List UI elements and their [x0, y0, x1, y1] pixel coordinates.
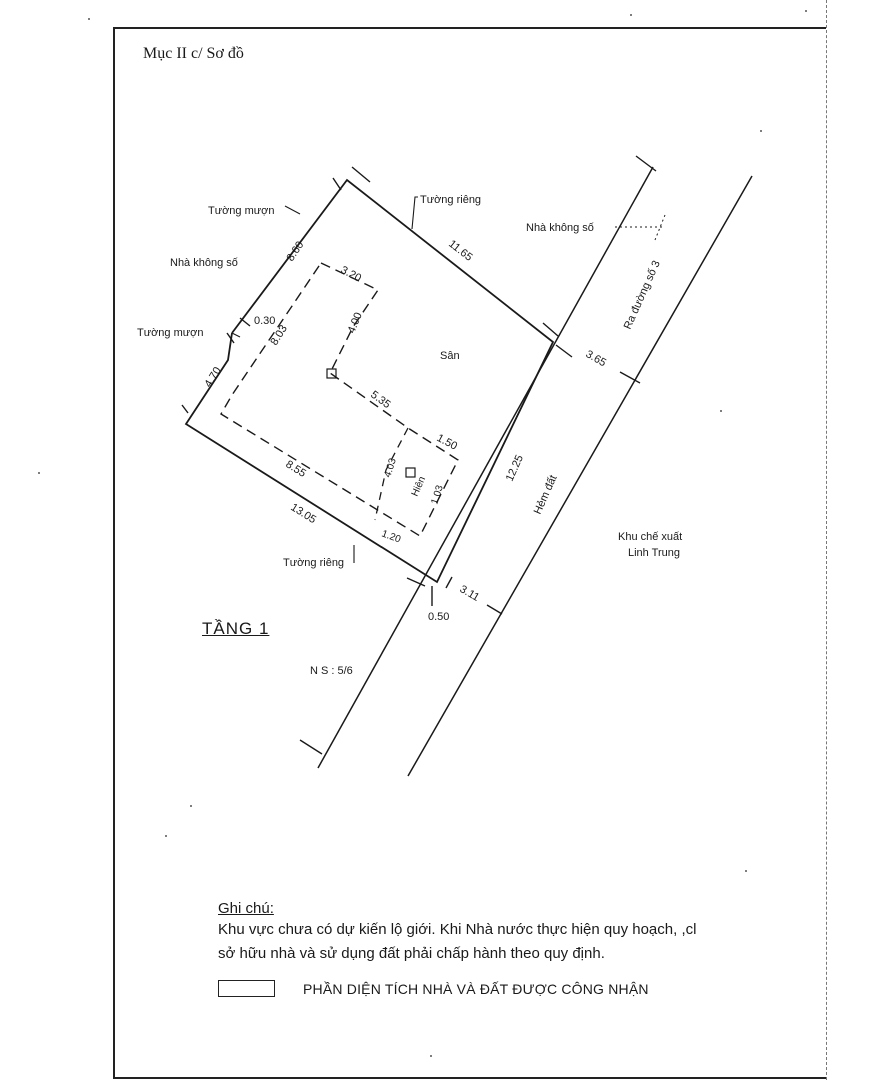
- label-hem-dat: Hẻm đất: [531, 473, 560, 517]
- lot-boundary: [186, 180, 553, 582]
- dim-12-25: 12.25: [503, 453, 526, 484]
- dim-11-65: 11.65: [446, 237, 475, 264]
- label-khu-che-xuat-2: Linh Trung: [628, 547, 680, 559]
- scan-speck: [720, 410, 722, 412]
- dim-4-03: 4.03: [382, 457, 399, 479]
- dim-1-20: 1.20: [379, 528, 403, 546]
- road-line-left: [318, 167, 653, 768]
- scan-speck: [630, 14, 632, 16]
- boundary-ticks: [182, 167, 572, 606]
- legend: [218, 980, 649, 997]
- dim-4-00: 4.00: [345, 310, 365, 336]
- label-hien: Hiên: [409, 474, 429, 499]
- road-line-right: [408, 176, 752, 776]
- scan-speck: [805, 10, 807, 12]
- dim-1-03: 1.03: [429, 484, 446, 506]
- scan-speck: [760, 130, 762, 132]
- label-ns: N S : 5/6: [310, 665, 353, 677]
- floor-label: TẦNG 1: [202, 619, 270, 638]
- scan-speck: [430, 1055, 432, 1057]
- dim-8-60: 8.60: [284, 239, 307, 264]
- dim-3-20: 3.20: [338, 264, 364, 285]
- label-tuong-rieng-top: Tường riêng: [420, 194, 482, 206]
- label-nha-khong-so-left: Nhà không số: [170, 257, 238, 269]
- legend-label: PHẦN DIỆN TÍCH NHÀ VÀ ĐẤT ĐƯỢC CÔNG NHẬN: [303, 980, 649, 997]
- dim-1-50: 1.50: [434, 432, 460, 453]
- label-san: Sân: [440, 350, 460, 362]
- house-outline: [221, 263, 458, 536]
- scan-speck: [38, 472, 40, 474]
- label-tuong-muon-left: Tường mượn: [137, 327, 204, 339]
- dim-8-03: 8.03: [268, 323, 290, 348]
- notes-block: [218, 900, 808, 965]
- dim-3-65: 3.65: [583, 348, 609, 370]
- label-tuong-rieng-bottom: Tường riêng: [283, 557, 345, 569]
- scan-speck: [165, 835, 167, 837]
- dim-13-05: 13.05: [288, 501, 319, 527]
- label-ra-duong: Ra đường số 3: [621, 258, 663, 332]
- section-title: Mục II c/ Sơ đồ: [143, 45, 244, 62]
- scan-speck: [745, 870, 747, 872]
- dim-4-70: 4.70: [202, 365, 224, 390]
- dim-0-30: 0.30: [254, 315, 276, 327]
- scan-speck: [88, 18, 90, 20]
- notes-title: Ghi chú:: [218, 900, 274, 917]
- scan-speck: [190, 805, 192, 807]
- dim-8-55: 8.55: [283, 458, 308, 480]
- label-tuong-muon-top: Tường mượn: [208, 205, 275, 217]
- label-nha-khong-so-right: Nhà không số: [526, 222, 594, 234]
- dim-3-11: 3.11: [457, 583, 482, 604]
- legend-swatch: [218, 980, 275, 997]
- notes-line-1: Khu vực chưa có dự kiến lộ giới. Khi Nhà nước thực hiện quy hoạch, ,cl: [218, 921, 697, 938]
- label-khu-che-xuat-1: Khu chế xuất: [618, 531, 683, 543]
- notes-line-2: sở hữu nhà và sử dụng đất phải chấp hành theo quy định.: [218, 945, 605, 962]
- dim-5-35: 5.35: [368, 388, 393, 412]
- dim-0-50: 0.50: [428, 611, 450, 623]
